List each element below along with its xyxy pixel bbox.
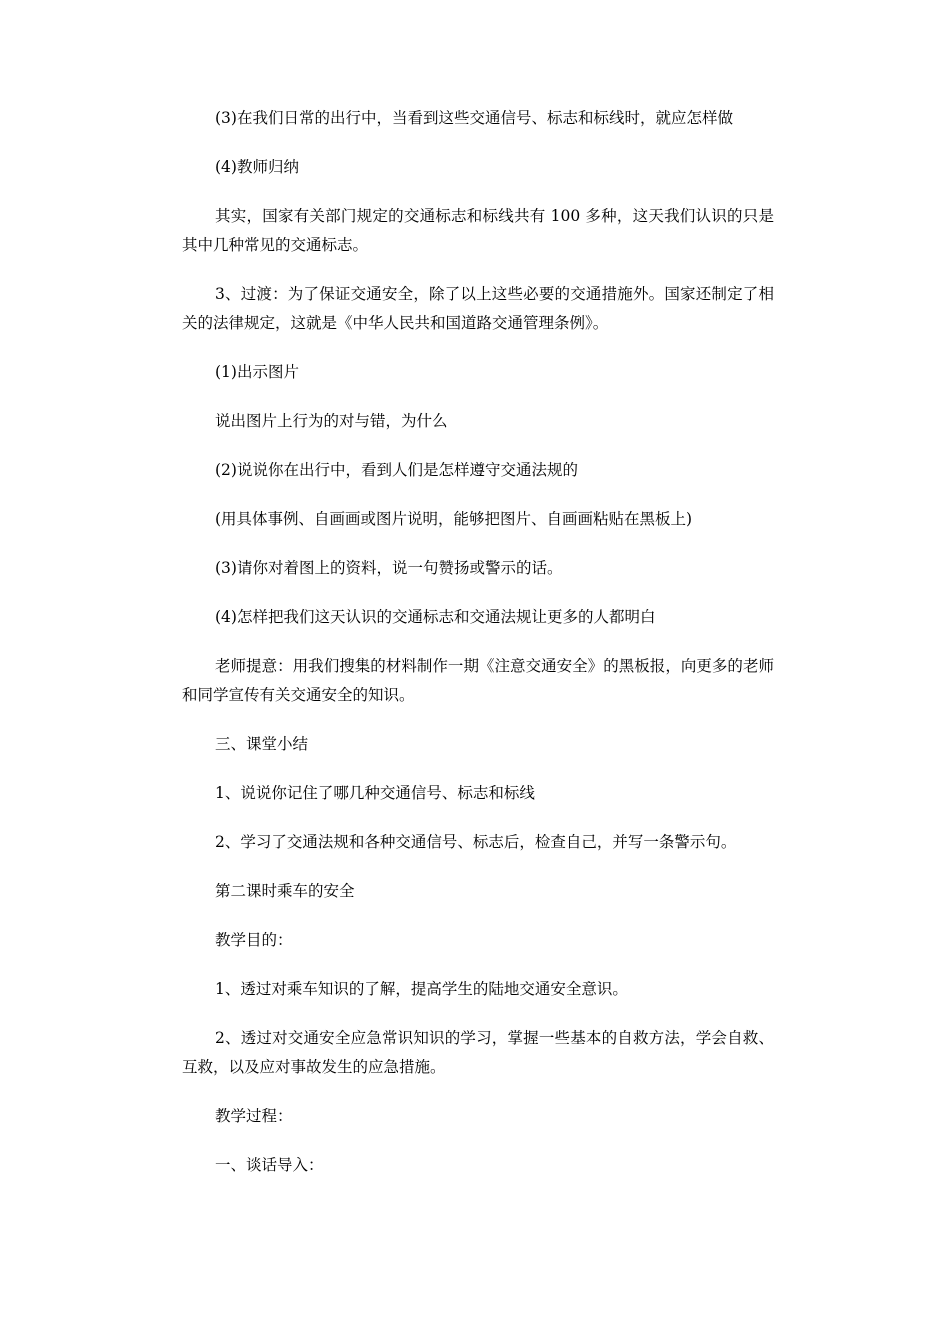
paragraph: (用具体事例、自画画或图片说明，能够把图片、自画画粘贴在黑板上) xyxy=(215,510,693,528)
paragraph: 老师提意：用我们搜集的材料制作一期《注意交通安全》的黑板报，向更多的老师和同学宣传有关交通安全的知识。 xyxy=(182,657,774,704)
paragraph: (3)在我们日常的出行中，当看到这些交通信号、标志和标线时，就应怎样做 xyxy=(215,109,733,127)
paragraph: 说出图片上行为的对与错，为什么 xyxy=(215,412,448,430)
section-heading: 三、课堂小结 xyxy=(215,735,309,753)
lesson-heading: 第二课时乘车的安全 xyxy=(215,882,355,900)
paragraph: (3)请你对着图上的资料，说一句赞扬或警示的话。 xyxy=(215,559,563,577)
paragraph: 其实，国家有关部门规定的交通标志和标线共有 100 多种，这天我们认识的只是其中几种常见的交通标志。 xyxy=(182,207,774,254)
section-heading: 教学目的： xyxy=(215,931,293,949)
section-heading: 一、谈话导入： xyxy=(215,1156,324,1174)
paragraph: (2)说说你在出行中，看到人们是怎样遵守交通法规的 xyxy=(215,461,578,479)
paragraph: 1、透过对乘车知识的了解，提高学生的陆地交通安全意识。 xyxy=(215,980,628,998)
paragraph: 1、说说你记住了哪几种交通信号、标志和标线 xyxy=(215,784,535,802)
paragraph: 2、透过对交通安全应急常识知识的学习，掌握一些基本的自救方法，学会自救、互救，以及应对事故发生的应急措施。 xyxy=(182,1029,774,1076)
paragraph: 3、过渡：为了保证交通安全，除了以上这些必要的交通措施外。国家还制定了相关的法律规定，这就是《中华人民共和国道路交通管理条例》。 xyxy=(182,285,774,332)
paragraph: (1)出示图片 xyxy=(215,363,299,381)
paragraph: 2、学习了交通法规和各种交通信号、标志后，检查自己，并写一条警示句。 xyxy=(215,833,737,851)
section-heading: 教学过程： xyxy=(215,1107,293,1125)
document-page xyxy=(182,104,774,1180)
paragraph: (4)怎样把我们这天认识的交通标志和交通法规让更多的人都明白 xyxy=(215,608,656,626)
paragraph: (4)教师归纳 xyxy=(215,158,299,176)
